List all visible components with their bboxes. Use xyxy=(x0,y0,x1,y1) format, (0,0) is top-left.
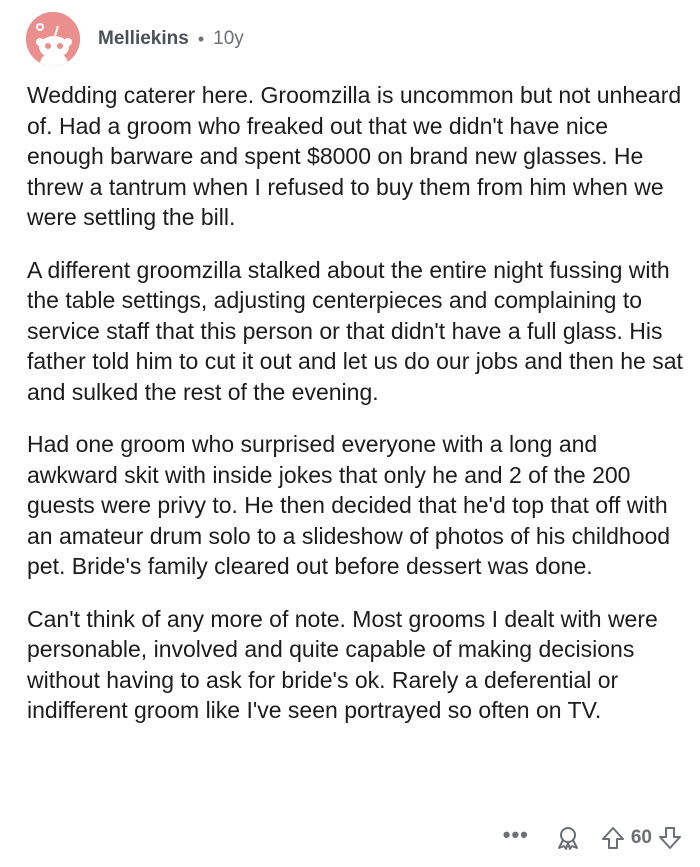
snoo-avatar-icon xyxy=(26,12,80,66)
more-options-button[interactable]: ••• xyxy=(502,822,529,847)
comment-header xyxy=(26,12,244,66)
comment-actions xyxy=(503,818,682,858)
comment-paragraph: Wedding caterer here. Groomzilla is uncommon but not unheard of. Had a groom who freaked out that we didn't have nice enough barware and spent $8000 on brand new glasses. He threw a tantrum when I refused to buy them from him when we were settling the bill. xyxy=(27,82,682,230)
vote-score: 60 xyxy=(630,827,652,848)
comment-body xyxy=(27,80,687,748)
comment-author[interactable]: Melliekins xyxy=(98,28,189,49)
comment-paragraph: Had one groom who surprised everyone with a long and awkward skit with inside jokes that only he and 2 of the 200 guests were privy to. He then decided that he'd top that off with an amateur drum solo to a slideshow of photos of his childhood pet. Bride's family cleared out before dessert was done. xyxy=(27,431,671,579)
comment-paragraph: A different groomzilla stalked about the entire night fussing with the table settings, adjusting centerpieces and complaining to service staff that this person or that didn't have a full glass. His father told him to cut it out and let us do our jobs and then he sat and sulked the rest of the evening. xyxy=(27,256,683,405)
comment-age: 10y xyxy=(213,28,244,49)
upvote-arrow-icon[interactable] xyxy=(601,825,625,851)
comment-paragraph: Can't think of any more of note. Most grooms I dealt with were personable, involved and quite capable of making decisions without having to ask for bride's ok. Rarely a deferential or indifferent groom like I've seen portrayed so often on TV. xyxy=(27,605,658,723)
downvote-arrow-icon[interactable] xyxy=(658,825,682,851)
meta-separator: • xyxy=(197,28,205,49)
award-icon[interactable] xyxy=(555,825,581,851)
avatar[interactable] xyxy=(26,12,80,66)
